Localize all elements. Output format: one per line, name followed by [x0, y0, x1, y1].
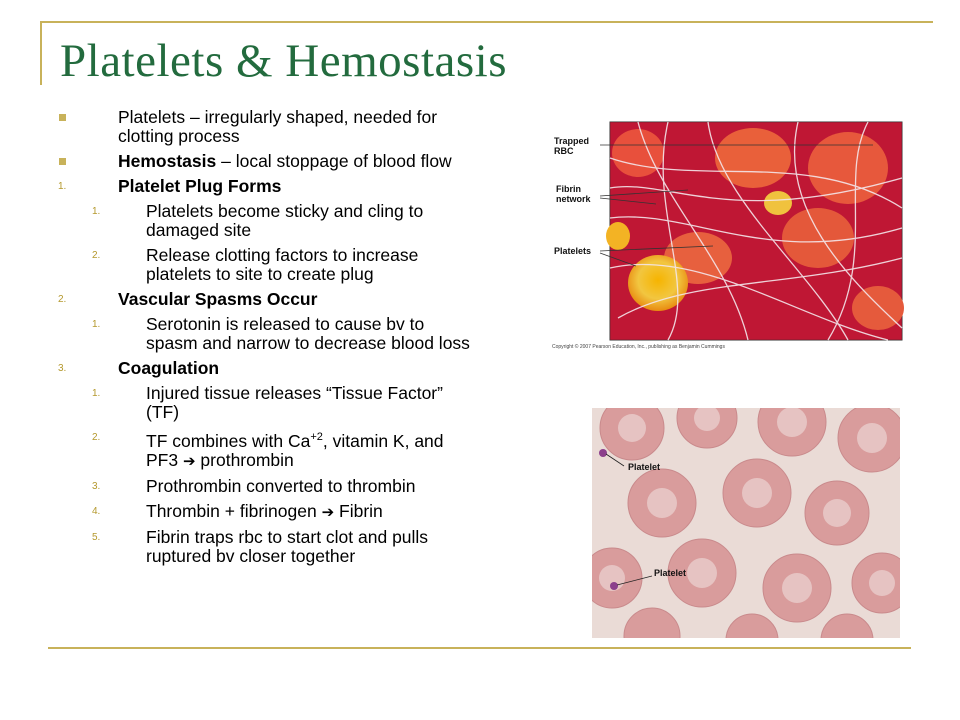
superscript-charge: +2 — [310, 431, 323, 443]
substep-number: 1. — [92, 206, 101, 217]
step-number: 1. — [58, 181, 67, 192]
substep — [58, 202, 478, 240]
substep-text: , vitamin K, and PF3 — [146, 430, 444, 470]
substep-number: 2. — [92, 432, 101, 443]
substep-text: Platelets become sticky and cling to damaged site — [146, 201, 424, 240]
substep — [58, 246, 478, 284]
label-platelet-1: Platelet — [628, 462, 661, 472]
figure-copyright: Copyright © 2007 Pearson Education, Inc., publishing as Benjamin Cummings — [552, 344, 725, 350]
bullet-hemostasis — [58, 152, 478, 171]
label-trapped-rbc: Trapped RBC — [554, 136, 590, 156]
substep-text: TF combines with Ca — [146, 430, 311, 451]
substep — [58, 315, 478, 353]
substep — [58, 384, 478, 422]
substep-number: 1. — [92, 388, 101, 399]
substep-text: Injured tissue releases “Tissue Factor” (TF) — [146, 383, 443, 422]
step-title: Vascular Spasms Occur — [118, 289, 318, 309]
label-platelets: Platelets — [554, 246, 592, 256]
substep-number: 3. — [92, 480, 101, 492]
substep-number: 1. — [92, 319, 101, 330]
blood-smear-figure — [592, 408, 900, 638]
square-bullet-icon — [59, 114, 66, 121]
step-3 — [58, 359, 478, 378]
substep — [58, 428, 478, 471]
slide-body — [58, 108, 478, 572]
substep-number: 2. — [92, 250, 101, 261]
substep-number: 4. — [92, 505, 101, 517]
label-fibrin-network: Fibrin network — [556, 184, 591, 204]
substep — [58, 528, 478, 566]
platelet-dot — [610, 582, 618, 590]
slide-title: Platelets & Hemostasis — [60, 35, 508, 87]
bullet-text: – local stoppage of blood flow — [216, 151, 452, 171]
substep-text: Release clotting factors to increase platelets to site to create plug — [146, 245, 419, 284]
left-rule — [40, 21, 42, 85]
clot-micrograph-figure — [548, 118, 908, 358]
bullet-platelets — [58, 108, 478, 146]
substep-text: Fibrin traps rbc to start clot and pulls ruptured bv closer together — [146, 526, 429, 566]
blood-smear-image — [592, 408, 900, 638]
clot-micrograph-image — [548, 118, 908, 358]
substep — [58, 477, 478, 496]
step-title: Coagulation — [118, 358, 220, 378]
substep-number: 5. — [92, 531, 101, 543]
platelet-dot — [599, 449, 607, 457]
step-2 — [58, 290, 478, 309]
top-rule — [40, 21, 933, 23]
step-number: 2. — [58, 294, 67, 305]
arrow-right-icon: ➔ — [182, 452, 196, 470]
substep-text: Fibrin — [334, 500, 383, 521]
bottom-rule — [48, 647, 911, 649]
bullet-term: Platelets — [118, 107, 186, 127]
step-1 — [58, 177, 478, 196]
substep-text: Serotonin is released to cause bv to spasm and narrow to decrease blood loss — [146, 314, 470, 353]
arrow-right-icon: ➔ — [321, 503, 335, 521]
label-platelet-2: Platelet — [654, 568, 687, 578]
step-title: Platelet Plug Forms — [118, 176, 282, 196]
bullet-term: Hemostasis — [118, 151, 217, 171]
substep-text: Thrombin + fibrinogen — [146, 500, 322, 521]
step-number: 3. — [58, 363, 67, 374]
bullet-text: – irregularly shaped, needed for clotting process — [118, 107, 438, 146]
substep-text: prothrombin — [195, 449, 294, 470]
square-bullet-icon — [59, 158, 66, 165]
substep — [58, 502, 478, 522]
substep-text: Prothrombin converted to thrombin — [146, 475, 416, 496]
